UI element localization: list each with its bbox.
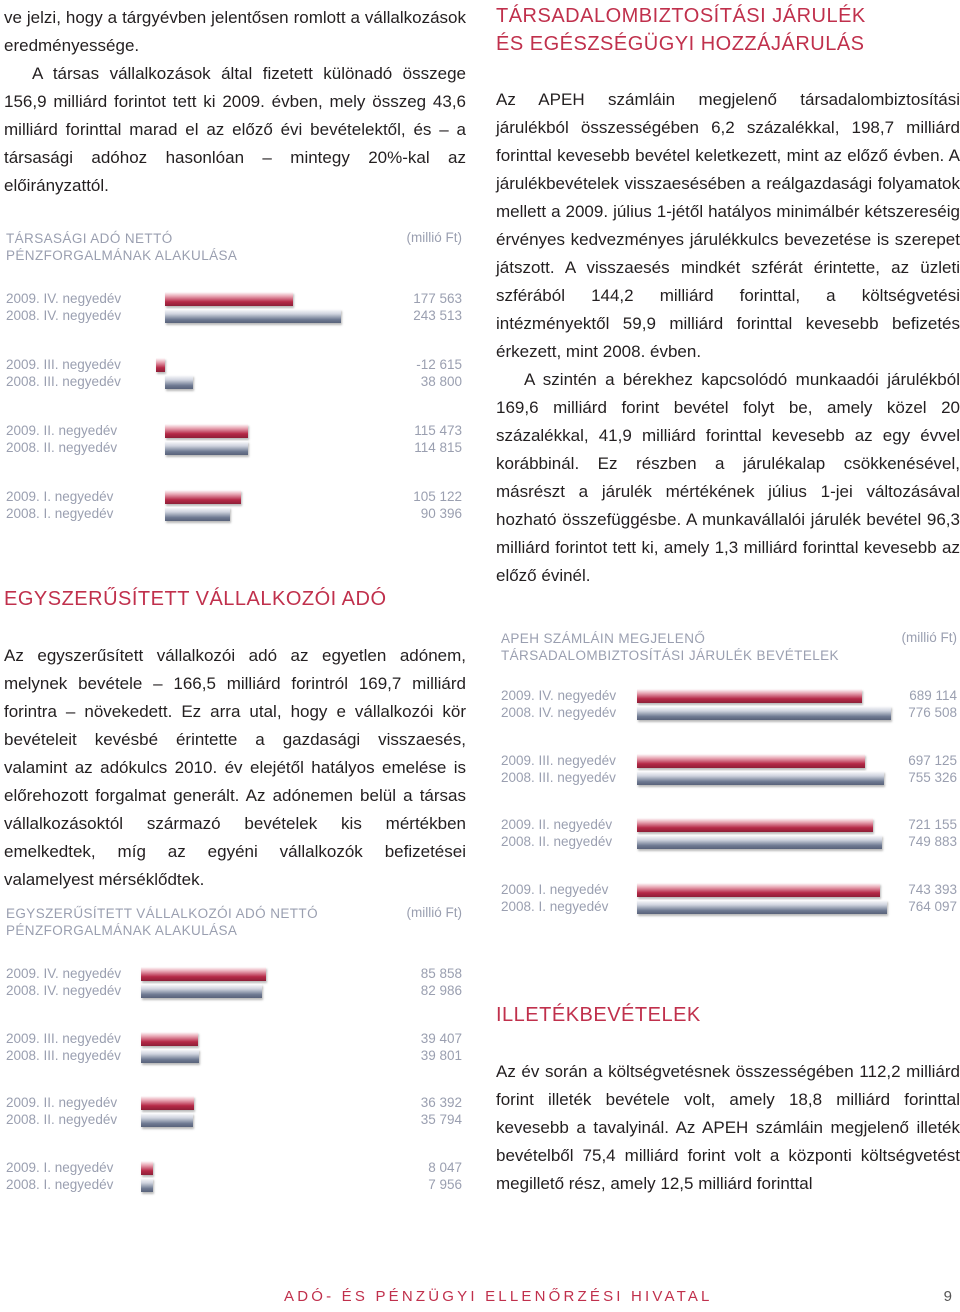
chart-bar: [637, 771, 884, 785]
chart-row-label: 2008. I. negyedév: [6, 1176, 114, 1192]
right-paragraph-3: Az év során a költségvetésnek összességében 112,2 milliárd forint illeték bevétele volt, amely 18,8 milliárd forinttal kevesebb a tavalyinál. Az APEH számláin megjelenő illeték bevételből 75,4 milliárd forint volt a központi költségvetést megillető rész, amely 12,5 milliárd forinttal: [496, 1062, 960, 1193]
chart-row-label: 2009. I. negyedév: [6, 489, 114, 504]
right-column-lower: [496, 1058, 960, 1198]
chart-row-value: 743 393: [908, 881, 957, 897]
chart-row-value: 39 801: [420, 1047, 462, 1063]
chart-row-value: 7 956: [428, 1176, 462, 1192]
chart-row-label: 2009. IV. negyedév: [6, 291, 122, 306]
heading-social-security: TÁRSADALOMBIZTOSÍTÁSI JÁRULÉK ÉS EGÉSZSÉGÜGYI HOZZÁJÁRULÁS: [496, 5, 866, 55]
chart-row-label: 2008. II. negyedév: [501, 834, 613, 849]
chart-corporate-tax-unit: (millió Ft): [406, 230, 462, 245]
chart-bar: [141, 1049, 199, 1063]
chart-row-value: 36 392: [420, 1095, 462, 1110]
chart-bar: [141, 1113, 193, 1127]
chart-bar: [156, 358, 165, 372]
chart-row-label: 2009. I. negyedév: [501, 881, 609, 897]
chart-row-value: 177 563: [413, 291, 462, 306]
chart-row-value: 8 047: [428, 1159, 462, 1175]
chart-bar: [637, 706, 891, 720]
chart-bar: [165, 309, 341, 323]
chart-row-value: 689 114: [909, 688, 957, 703]
chart-row-label: 2009. II. negyedév: [501, 817, 613, 832]
chart-row-value: 764 097: [908, 898, 957, 914]
right-column: [496, 86, 960, 590]
chart-row-value: 243 513: [413, 308, 462, 323]
chart-corporate-tax-title: TÁRSASÁGI ADÓ NETTÓ PÉNZFORGALMÁNAK ALAKULÁSA: [6, 231, 238, 263]
chart-row-label: 2008. IV. negyedév: [501, 705, 617, 720]
chart-social-unit: (millió Ft): [901, 630, 957, 645]
chart-row-label: 2009. IV. negyedév: [6, 966, 122, 981]
chart-row-label: 2008. II. negyedév: [6, 1112, 118, 1127]
heading-simplified-tax: EGYSZERŰSÍTETT VÁLLALKOZÓI ADÓ: [4, 588, 387, 610]
left-paragraph-1: ve jelzi, hogy a tárgyévben jelentősen romlott a vállalkozások eredményessége.: [4, 8, 466, 55]
chart-bar: [165, 292, 293, 306]
chart-row-value: 90 396: [420, 506, 462, 521]
right-paragraph-1: Az APEH számláin megjelenő társadalombiztosítási járulékból összességében 6,2 százalékkal, 198,7 milliárd forinttal kevesebb bevétel keletkezett, mint az előző évben. A járulékbevételek visszaesésében a reálgazdasági folyamatok mellett a 2009. július 1-jétől hatályos minimálbér kétszereséig érvényes kedvezményes járulékkulcs bevezetése is szerepet játszott. A visszaesés mindkét szférát érintette, az üzleti szférából 144,2 milliárd forinttal, a költségvetési intézményektől 59,9 milliárd forinttal kevesebb befizetés érkezett, mint 2008. évben.: [496, 90, 960, 361]
chart-row-value: 39 407: [420, 1030, 462, 1046]
chart-bar: [165, 424, 248, 438]
left-column-lower: [4, 642, 466, 894]
chart-row-value: 755 326: [908, 769, 957, 785]
left-paragraph-3: Az egyszerűsített vállalkozói adó az egyetlen adónem, melynek bevétele – 166,5 milliárd forintról 169,7 milliárd forintra – növekedett. Ez arra utal, hogy e vállalkozói kör bevételeit kevésbé érintette a gazdasági visszaesés, valamint az adókulcs 2010. év elejétől hatályos emelése is előrehozott forgalmat generált. Az adónemen belül a társas vállalkozásoktól származó bevételek kis mértékben emelkedtek, míg az egyéni vállalkozók befizetései valamelyest mérséklődtek.: [4, 646, 466, 889]
chart-bar: [165, 507, 230, 521]
chart-simplified-tax-title: EGYSZERŰSÍTETT VÁLLALKOZÓI ADÓ NETTÓ PÉNZFORGALMÁNAK ALAKULÁSA: [6, 906, 318, 938]
chart-row-label: 2009. III. negyedév: [501, 752, 616, 768]
chart-bar: [165, 375, 193, 389]
chart-bar: [637, 754, 865, 768]
chart-bar: [637, 689, 862, 703]
page-number: 9: [943, 1288, 952, 1305]
chart-row-label: 2008. II. negyedév: [6, 440, 118, 455]
chart-row-value: 721 155: [908, 817, 957, 832]
chart-row-value: 749 883: [908, 834, 957, 849]
chart-row-value: 35 794: [420, 1112, 462, 1127]
chart-row-label: 2009. IV. negyedév: [501, 688, 617, 703]
chart-row-label: 2008. III. negyedév: [6, 1047, 121, 1063]
chart-row-label: 2008. IV. negyedév: [6, 308, 122, 323]
chart-row-label: 2009. III. negyedév: [6, 1030, 121, 1046]
chart-row-value: 776 508: [908, 705, 957, 720]
heading-fees: ILLETÉKBEVÉTELEK: [496, 1004, 701, 1026]
chart-row-label: 2008. I. negyedév: [501, 898, 609, 914]
chart-row-label: 2009. II. negyedév: [6, 423, 118, 438]
chart-social-title: APEH SZÁMLÁIN MEGJELENŐ TÁRSADALOMBIZTOSÍTÁSI JÁRULÉK BEVÉTELEK: [501, 631, 839, 663]
chart-row-label: 2008. III. negyedév: [501, 769, 616, 785]
chart-bar: [165, 490, 241, 504]
left-paragraph-2: A társas vállalkozások által fizetett különadó összege 156,9 milliárd forintot tett ki 2009. évben, mely összeg 43,6 milliárd forinttal marad el az előző évi bevételektől, és – a társasági adóhoz hasonlóan – mintegy 20%-kal az előirányzattól.: [4, 64, 466, 195]
chart-bar: [141, 984, 262, 998]
chart-bar: [141, 1161, 153, 1175]
chart-row-value: 115 473: [414, 423, 462, 438]
chart-simplified-tax-unit: (millió Ft): [406, 905, 462, 920]
chart-bar: [165, 441, 248, 455]
chart-bar: [637, 883, 880, 897]
chart-bar: [637, 835, 882, 849]
chart-bar: [141, 1032, 198, 1046]
chart-row-value: 697 125: [908, 752, 957, 768]
chart-row-value: 82 986: [420, 983, 462, 998]
chart-row-label: 2009. II. negyedév: [6, 1095, 118, 1110]
chart-row-value: 85 858: [420, 966, 462, 981]
left-column: [4, 4, 466, 200]
chart-row-label: 2008. IV. negyedév: [6, 983, 122, 998]
chart-bar: [637, 900, 887, 914]
chart-bar: [141, 1096, 194, 1110]
chart-row-value: -12 615: [416, 357, 462, 372]
chart-row-label: 2008. I. negyedév: [6, 506, 114, 521]
chart-bar: [141, 967, 266, 981]
right-paragraph-2: A szintén a bérekhez kapcsolódó munkaadói járulékból 169,6 milliárd forint bevétel folyt be, amely közel 20 százalékkal, 41,9 milliárd forinttal kevesebb az egy évvel korábbinál. Ez részben a járulékalap csökkenésével, másrészt a járulék mértékének július 1-jei változásával hozható összefüggésbe. A munkavállalói járulék bevétel 96,3 milliárd forintot tett ki, amely 1,3 milliárd forinttal kevesebb az előző évinél.: [496, 370, 960, 585]
footer-title: ADÓ- ÉS PÉNZÜGYI ELLENŐRZÉSI HIVATAL: [284, 1288, 713, 1305]
chart-row-value: 114 815: [414, 440, 462, 455]
chart-row-value: 105 122: [413, 489, 462, 504]
chart-bar: [637, 818, 873, 832]
chart-row-label: 2009. I. negyedév: [6, 1159, 114, 1175]
chart-bar: [141, 1178, 153, 1192]
chart-row-label: 2009. III. negyedév: [6, 357, 121, 372]
chart-row-value: 38 800: [420, 374, 462, 389]
chart-row-label: 2008. III. negyedév: [6, 374, 121, 389]
